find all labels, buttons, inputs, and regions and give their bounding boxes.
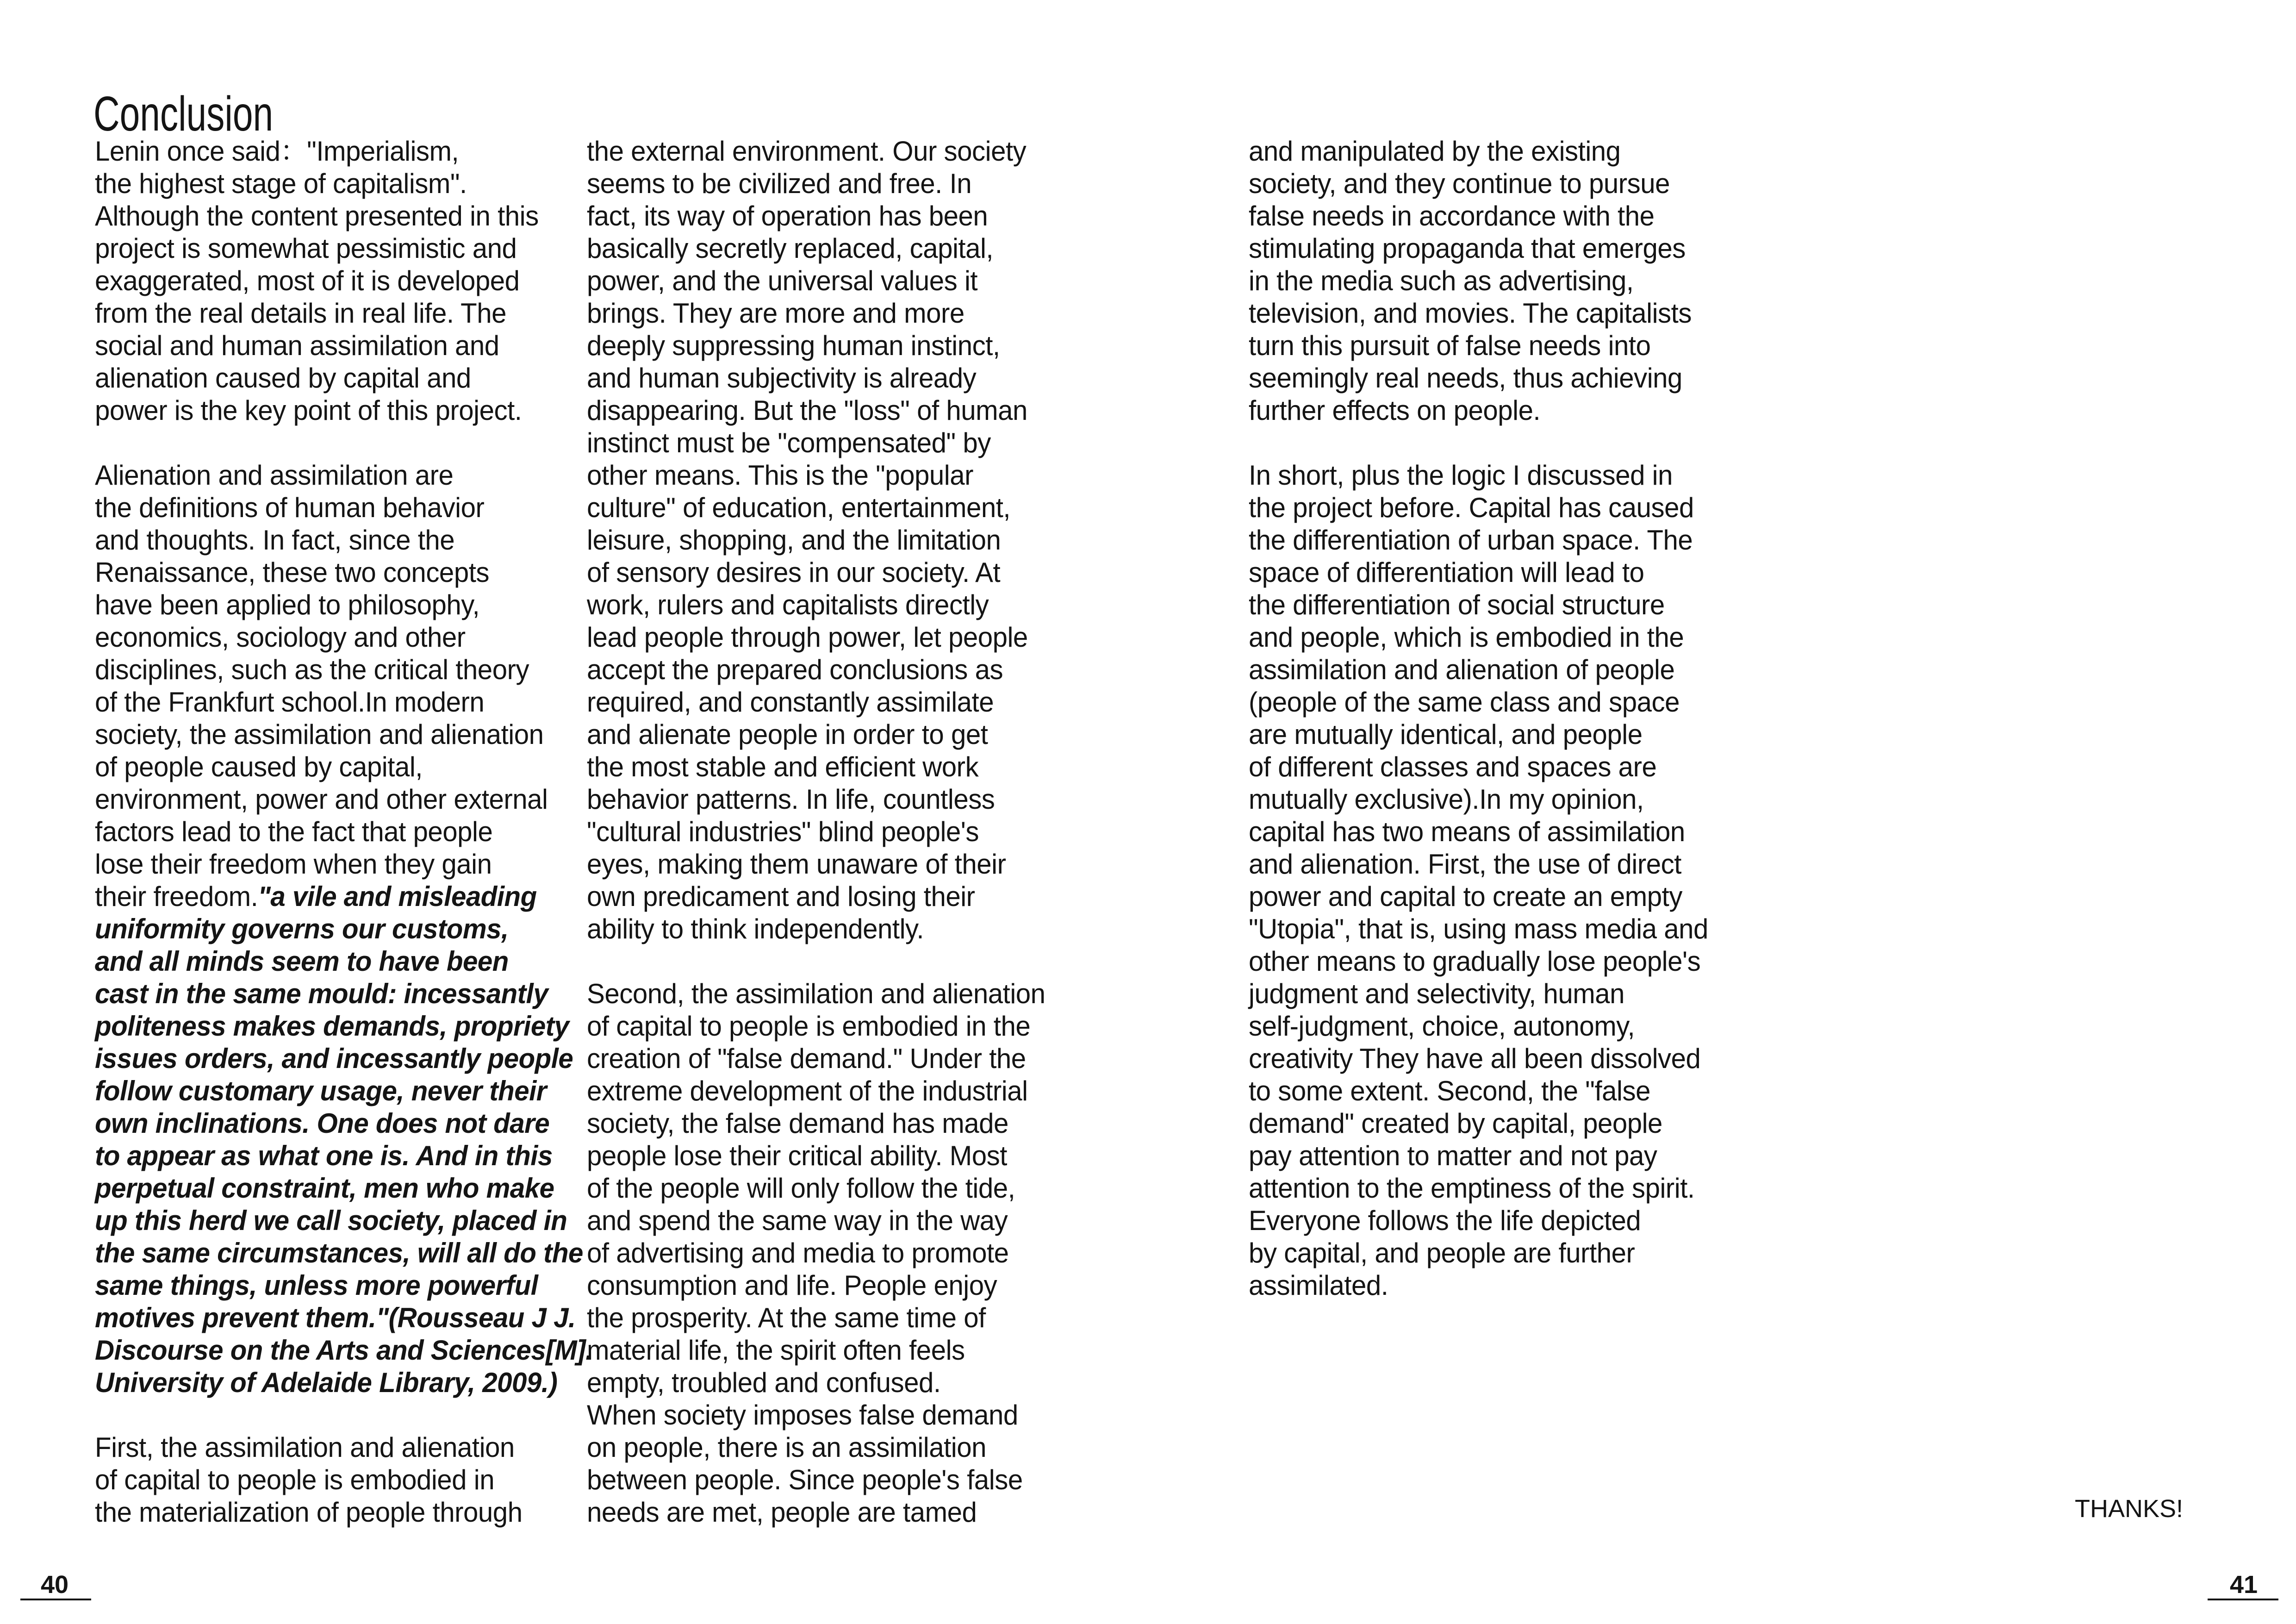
text-line: required, and constantly assimilate [587,687,994,718]
text-line: of capital to people is embodied in the [587,1011,1031,1042]
text-line: of the people will only follow the tide, [587,1173,1015,1204]
text-line: cast in the same mould: incessantly [95,978,548,1009]
text-line: perpetual constraint, men who make [95,1173,554,1204]
text-line: to some extent. Second, the "false [1249,1075,1650,1106]
text-line: assimilated. [1249,1270,1388,1301]
text-line: to appear as what one is. And in this [95,1140,553,1171]
text-line: In short, plus the logic I discussed in [1249,460,1673,491]
text-line: and alienation. First, the use of direct [1249,849,1681,880]
text-line: instinct must be "compensated" by [587,427,991,458]
text-line: the same circumstances, will all do the [95,1237,583,1268]
text-line: (people of the same class and space [1249,687,1680,718]
text-line: lose their freedom when they gain [95,849,492,880]
text-line: same things, unless more powerful [95,1270,538,1301]
text-line: are mutually identical, and people [1249,719,1643,750]
text-line: stimulating propaganda that emerges [1249,233,1686,264]
text-line: the definitions of human behavior [95,492,485,523]
blank-line [95,427,593,459]
text-line: disappearing. But the "loss" of human [587,395,1027,426]
text-line: First, the assimilation and alienation [95,1432,515,1463]
text-line: Everyone follows the life depicted [1249,1205,1641,1236]
text-line: own predicament and losing their [587,881,975,912]
text-line: of sensory desires in our society. At [587,557,1001,588]
text-line: consumption and life. People enjoy [587,1270,997,1301]
text-line: up this herd we call society, placed in [95,1205,567,1236]
text-line: leisure, shopping, and the limitation [587,525,1001,556]
text-line: the external environment. Our society [587,136,1027,167]
text-line: follow customary usage, never their [95,1075,547,1106]
page-number-rule-left [20,1599,91,1600]
text-line: alienation caused by capital and [95,362,471,394]
text-line: assimilation and alienation of people [1249,654,1675,685]
text-line: fact, its way of operation has been [587,200,988,231]
text-line: their freedom."a vile and misleading [95,881,537,912]
text-line: other means. This is the "popular [587,460,974,491]
text-line: eyes, making them unaware of their [587,849,1006,880]
text-line: motives prevent them."(Rousseau J J. [95,1302,576,1333]
blank-line [95,1399,593,1431]
text-line: When society imposes false demand [587,1399,1018,1430]
text-line: uniformity governs our customs, [95,913,509,944]
page-title: Conclusion [93,87,274,142]
text-line: Discourse on the Arts and Sciences[M]. [95,1335,593,1366]
text-line: University of Adelaide Library, 2009.) [95,1367,558,1398]
text-line: seemingly real needs, thus achieving [1249,362,1682,394]
text-line: seems to be civilized and free. In [587,168,972,199]
text-line: environment, power and other external [95,784,548,815]
text-line: and thoughts. In fact, since the [95,525,455,556]
text-line: society, the false demand has made [587,1108,1008,1139]
text-line: on people, there is an assimilation [587,1432,987,1463]
text-line: of people caused by capital, [95,751,423,782]
text-line: other means to gradually lose people's [1249,946,1701,977]
text-line: empty, troubled and confused. [587,1367,941,1398]
text-line: false needs in accordance with the [1249,200,1655,231]
text-line: by capital, and people are further [1249,1237,1635,1268]
text-line: demand" created by capital, people [1249,1108,1662,1139]
text-line: politeness makes demands, propriety [95,1011,569,1042]
text-column-left [95,135,608,1529]
text-line: and human subjectivity is already [587,362,977,394]
text-line: of different classes and spaces are [1249,751,1657,782]
text-line: further effects on people. [1249,395,1541,426]
text-line: needs are met, people are tamed [587,1497,977,1528]
text-line: and spend the same way in the way [587,1205,1008,1236]
text-line: in the media such as advertising, [1249,265,1634,296]
text-line: extreme development of the industrial [587,1075,1028,1106]
text-line: Second, the assimilation and alienation [587,978,1045,1009]
page-number-right: 41 [2230,1571,2258,1599]
text-line: between people. Since people's false [587,1464,1023,1495]
text-line: have been applied to philosophy, [95,589,480,620]
text-line: brings. They are more and more [587,298,964,329]
text-line: Lenin once said："Imperialism, [95,136,459,167]
text-line: and all minds seem to have been [95,946,509,977]
text-line: economics, sociology and other [95,622,466,653]
text-line: people lose their critical ability. Most [587,1140,1007,1171]
text-line: factors lead to the fact that people [95,816,493,847]
text-line: of the Frankfurt school.In modern [95,687,485,718]
text-line: power and capital to create an empty [1249,881,1682,912]
text-line: culture" of education, entertainment, [587,492,1011,523]
text-line: behavior patterns. In life, countless [587,784,995,815]
text-line: the prosperity. At the same time of [587,1302,986,1333]
text-line: the most stable and efficient work [587,751,979,782]
text-line: self-judgment, choice, autonomy, [1249,1011,1635,1042]
text-line: basically secretly replaced, capital, [587,233,994,264]
page-number-left: 40 [41,1571,69,1599]
text-line: pay attention to matter and not pay [1249,1140,1657,1171]
text-line: society, and they continue to pursue [1249,168,1670,199]
text-line: of advertising and media to promote [587,1237,1009,1268]
text-line: the differentiation of social structure [1249,589,1665,620]
text-line: turn this pursuit of false needs into [1249,330,1651,361]
page-number-rule-right [2208,1599,2278,1600]
text-line: attention to the emptiness of the spirit. [1249,1173,1695,1204]
text-line: Alienation and assimilation are [95,460,454,491]
text-line: society, the assimilation and alienation [95,719,544,750]
text-line: Renaissance, these two concepts [95,557,490,588]
text-line: mutually exclusive).In my opinion, [1249,784,1644,815]
text-line: social and human assimilation and [95,330,499,361]
text-line: the project before. Capital has caused [1249,492,1694,523]
text-line: issues orders, and incessantly people [95,1043,573,1074]
text-line: and people, which is embodied in the [1249,622,1684,653]
text-line: accept the prepared conclusions as [587,654,1003,685]
text-line: project is somewhat pessimistic and [95,233,517,264]
text-line: Although the content presented in this [95,200,539,231]
text-line: disciplines, such as the critical theory [95,654,529,685]
text-line: creativity They have all been dissolved [1249,1043,1701,1074]
thanks-note: THANKS! [2075,1495,2184,1523]
text-line: lead people through power, let people [587,622,1028,653]
text-line: the differentiation of urban space. The [1249,525,1693,556]
text-line: creation of "false demand." Under the [587,1043,1026,1074]
blank-line [1249,427,1708,459]
text-line: television, and movies. The capitalists [1249,298,1692,329]
text-column-right [1249,135,1723,1302]
text-line: the materialization of people through [95,1497,523,1528]
text-line: deeply suppressing human instinct, [587,330,1000,361]
text-line: of capital to people is embodied in [95,1464,495,1495]
text-line: power, and the universal values it [587,265,978,296]
text-line: capital has two means of assimilation [1249,816,1685,847]
text-line: work, rulers and capitalists directly [587,589,989,620]
text-line: ability to think independently. [587,913,924,944]
text-line: from the real details in real life. The [95,298,507,329]
text-line: and alienate people in order to get [587,719,988,750]
text-line: the highest stage of capitalism". [95,168,467,199]
text-line: material life, the spirit often feels [587,1335,965,1366]
text-line: judgment and selectivity, human [1249,978,1625,1009]
blank-line [587,945,1045,978]
text-column-middle [587,135,1059,1529]
text-line: power is the key point of this project. [95,395,522,426]
text-line: exaggerated, most of it is developed [95,265,520,296]
text-line: "Utopia", that is, using mass media and [1249,913,1708,944]
text-line: space of differentiation will lead to [1249,557,1644,588]
text-line: and manipulated by the existing [1249,136,1621,167]
text-line: "cultural industries" blind people's [587,816,979,847]
text-line: own inclinations. One does not dare [95,1108,550,1139]
